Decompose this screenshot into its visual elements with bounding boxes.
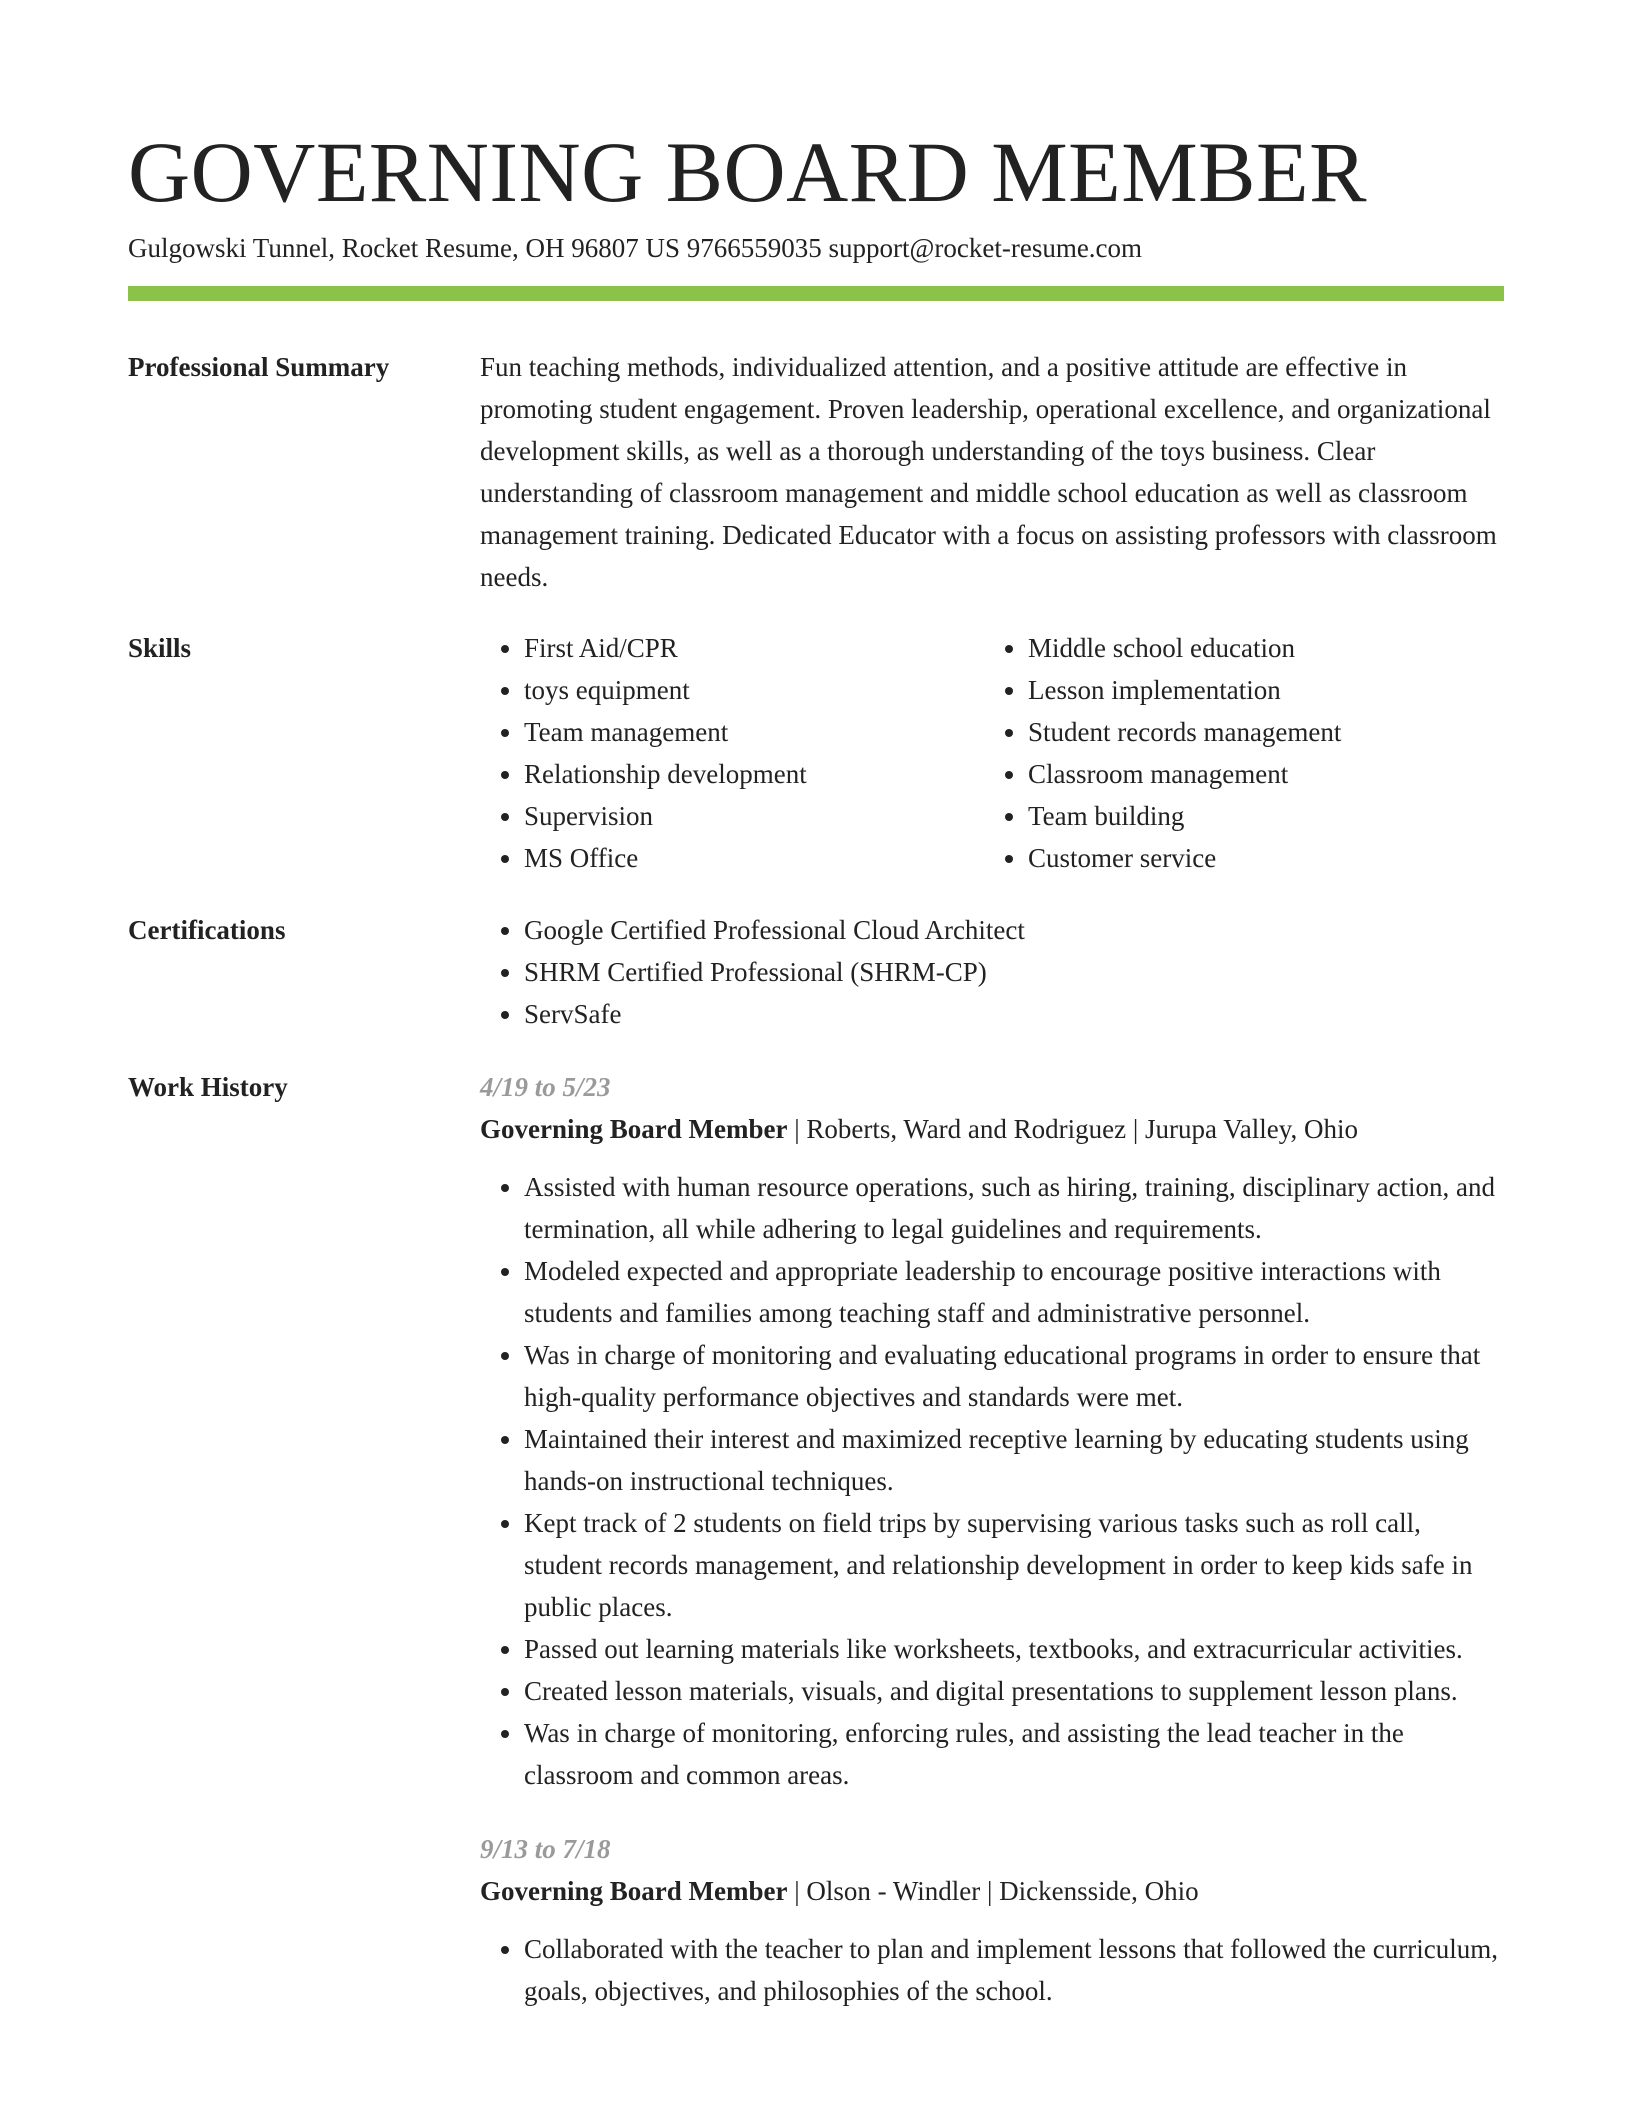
job-title: Governing Board Member (480, 1876, 788, 1906)
job-bullet: • Created lesson materials, visuals, and digital presentations to supplement lesson plans. (524, 1670, 1504, 1712)
job-dates: 4/19 to 5/23 (480, 1072, 611, 1102)
skill-item: • Lesson implementation (1028, 669, 1488, 711)
skill-item: • MS Office (524, 837, 984, 879)
summary-text: Fun teaching methods, individualized attention, and a positive attitude are effective in promoting student engagement. Proven leadership, operational excellence, and organizational development skills, as well as a thorough understanding of the toys business. Clear understanding of classroom management and middle school education as well as classroom management training. Dedicated Educator with a focus on assisting professors with classroom needs. (480, 352, 1497, 592)
certifications-label: Certifications (128, 915, 286, 945)
summary-body (480, 346, 1504, 598)
job-bullet: • Maintained their interest and maximized receptive learning by educating students using hands-on instructional techniques. (524, 1418, 1504, 1502)
job-details: | Olson - Windler | Dickensside, Ohio (787, 1876, 1199, 1906)
job-bullets (480, 1166, 1504, 1796)
skills-list-right (984, 627, 1488, 879)
skills-columns (480, 627, 1504, 879)
job-bullet: • Was in charge of monitoring and evaluating educational programs in order to ensure that high-quality performance objectives and standards were met. (524, 1334, 1504, 1418)
job-dates: 9/13 to 7/18 (480, 1834, 611, 1864)
job-entry (480, 1066, 1504, 1796)
job-bullet: • Was in charge of monitoring, enforcing rules, and assisting the lead teacher in the classroom and common areas. (524, 1712, 1504, 1796)
work-history-body (480, 1066, 1504, 2012)
certification-item: • SHRM Certified Professional (SHRM-CP) (524, 951, 1504, 993)
certification-item: • ServSafe (524, 993, 1504, 1035)
summary-label: Professional Summary (128, 352, 390, 382)
job-bullet: • Assisted with human resource operations, such as hiring, training, disciplinary action, and termination, all while adhering to legal guidelines and requirements. (524, 1166, 1504, 1250)
skills-column-right (984, 627, 1488, 879)
skill-item: • Relationship development (524, 753, 984, 795)
job-bullet: • Collaborated with the teacher to plan and implement lessons that followed the curriculum, goals, objectives, and philosophies of the school. (524, 1928, 1504, 2012)
skill-item: • Customer service (1028, 837, 1488, 879)
job-header (480, 1108, 1504, 1150)
skill-item: • Team management (524, 711, 984, 753)
skills-label: Skills (128, 633, 192, 663)
skill-item: • Team building (1028, 795, 1488, 837)
certifications-list (480, 909, 1504, 1035)
certification-item: • Google Certified Professional Cloud Architect (524, 909, 1504, 951)
job-title: Governing Board Member (480, 1114, 788, 1144)
skill-item: • First Aid/CPR (524, 627, 984, 669)
skills-list-left (480, 627, 984, 879)
work-history-label: Work History (128, 1072, 288, 1102)
skills-column-left (480, 627, 984, 879)
skill-item: • Supervision (524, 795, 984, 837)
job-bullet: • Modeled expected and appropriate leadership to encourage positive interactions with students and families among teaching staff and administrative personnel. (524, 1250, 1504, 1334)
accent-divider (128, 286, 1504, 301)
job-bullets (480, 1928, 1504, 2012)
certifications-body (480, 909, 1504, 1035)
job-bullet: • Passed out learning materials like worksheets, textbooks, and extracurricular activities. (524, 1628, 1504, 1670)
skill-item: • Student records management (1028, 711, 1488, 753)
job-entry (480, 1828, 1504, 2012)
skill-item: • Classroom management (1028, 753, 1488, 795)
resume-title: GOVERNING BOARD MEMBER (128, 124, 1367, 220)
skill-item: • toys equipment (524, 669, 984, 711)
skill-item: • Middle school education (1028, 627, 1488, 669)
job-details: | Roberts, Ward and Rodriguez | Jurupa Valley, Ohio (787, 1114, 1359, 1144)
contact-line: Gulgowski Tunnel, Rocket Resume, OH 96807 US 9766559035 support@rocket-resume.com (128, 233, 1143, 263)
skills-body (480, 627, 1504, 879)
job-bullet: • Kept track of 2 students on field trips by supervising various tasks such as roll call, student records management, and relationship development in order to keep kids safe in public places. (524, 1502, 1504, 1628)
job-header (480, 1870, 1504, 1912)
